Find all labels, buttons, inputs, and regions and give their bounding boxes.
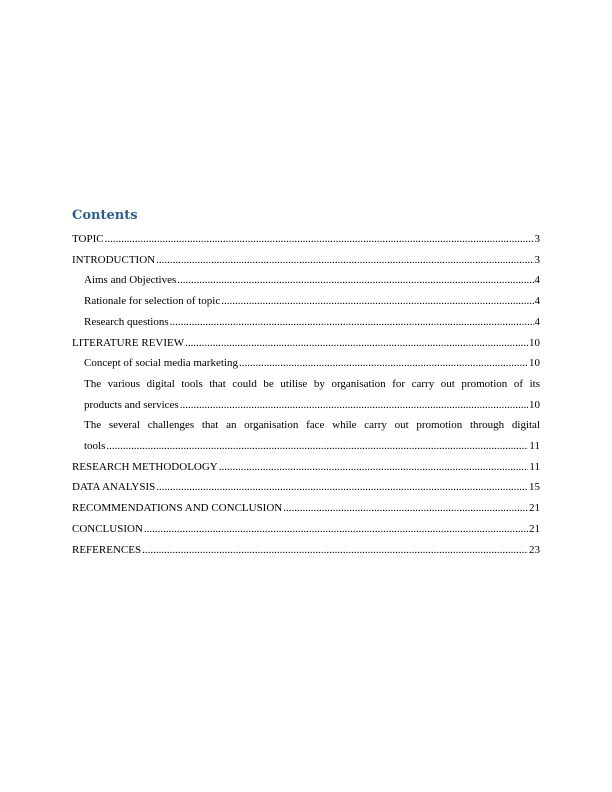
toc-entry-page: 10 (529, 398, 540, 411)
toc-entry-label: Rationale for selection of topic (84, 295, 221, 308)
toc-entry-page: 4 (534, 295, 540, 308)
dot-leader (180, 395, 528, 416)
toc-entry-label-line1: The several challenges that an organisation face while carry out promotion through digital (84, 419, 540, 432)
dot-leader (185, 333, 528, 354)
toc-entry-page: 21 (529, 522, 540, 535)
dot-leader (219, 457, 529, 478)
toc-entry-recommendations[interactable] (72, 498, 540, 519)
toc-entry-topic[interactable] (72, 229, 540, 250)
toc-entry-page: 4 (534, 315, 540, 328)
toc-entry-introduction[interactable] (72, 250, 540, 271)
toc-entry-page: 15 (529, 481, 540, 494)
toc-entry-label: REFERENCES (72, 543, 142, 556)
toc-entry-label: TOPIC (72, 233, 104, 245)
toc-entry-page: 11 (529, 440, 540, 453)
toc-entry-research-methodology[interactable] (72, 457, 540, 478)
toc-entry-conclusion[interactable] (72, 519, 540, 540)
dot-leader (221, 291, 533, 312)
toc-entry-digital-tools[interactable] (72, 374, 540, 415)
table-of-contents (72, 207, 540, 560)
toc-entry-label: CONCLUSION (72, 522, 143, 535)
toc-entry-label: LITERATURE REVIEW (72, 336, 185, 349)
toc-entry-label: Research questions (84, 315, 169, 328)
dot-leader (156, 477, 528, 498)
toc-entry-label: Concept of social media marketing (84, 357, 238, 370)
toc-entry-label: INTRODUCTION (72, 253, 156, 266)
toc-entry-social-media-marketing[interactable] (72, 353, 540, 374)
toc-entry-page: 10 (529, 336, 540, 349)
dot-leader (239, 353, 528, 374)
toc-entry-literature-review[interactable] (72, 333, 540, 354)
toc-entry-aims-and-objectives[interactable] (72, 270, 540, 291)
toc-entry-line2 (84, 395, 540, 416)
dot-leader (106, 436, 528, 457)
toc-entry-page: 23 (529, 543, 540, 556)
dot-leader (142, 540, 528, 561)
toc-entry-label: RECOMMENDATIONS AND CONCLUSION (72, 502, 283, 515)
toc-entry-data-analysis[interactable] (72, 477, 540, 498)
toc-entry-page: 3 (534, 233, 540, 245)
toc-entry-label: Aims and Objectives (84, 274, 177, 287)
toc-entry-page: 4 (534, 274, 540, 287)
dot-leader (105, 229, 534, 250)
dot-leader (283, 498, 528, 519)
toc-entry-challenges[interactable] (72, 415, 540, 456)
toc-entry-label: RESEARCH METHODOLOGY (72, 460, 218, 473)
toc-title: Contents (72, 208, 138, 223)
toc-entry-references[interactable] (72, 540, 540, 561)
toc-entry-label-line2: products and services (84, 398, 179, 411)
toc-entry-page: 21 (529, 502, 540, 515)
toc-entry-page: 10 (529, 357, 540, 370)
dot-leader (144, 519, 528, 540)
toc-entry-rationale[interactable] (72, 291, 540, 312)
toc-entry-page: 11 (529, 460, 540, 473)
dot-leader (170, 312, 534, 333)
toc-entry-label-line2: tools (84, 440, 106, 453)
toc-entry-page: 3 (534, 253, 540, 266)
toc-entry-label: DATA ANALYSIS (72, 481, 156, 494)
dot-leader (177, 270, 533, 291)
toc-entry-label-line1: The various digital tools that could be utilise by organisation for carry out promotion of its (84, 377, 540, 390)
toc-entry-line2 (84, 436, 540, 457)
toc-entry-research-questions[interactable] (72, 312, 540, 333)
dot-leader (156, 250, 533, 271)
